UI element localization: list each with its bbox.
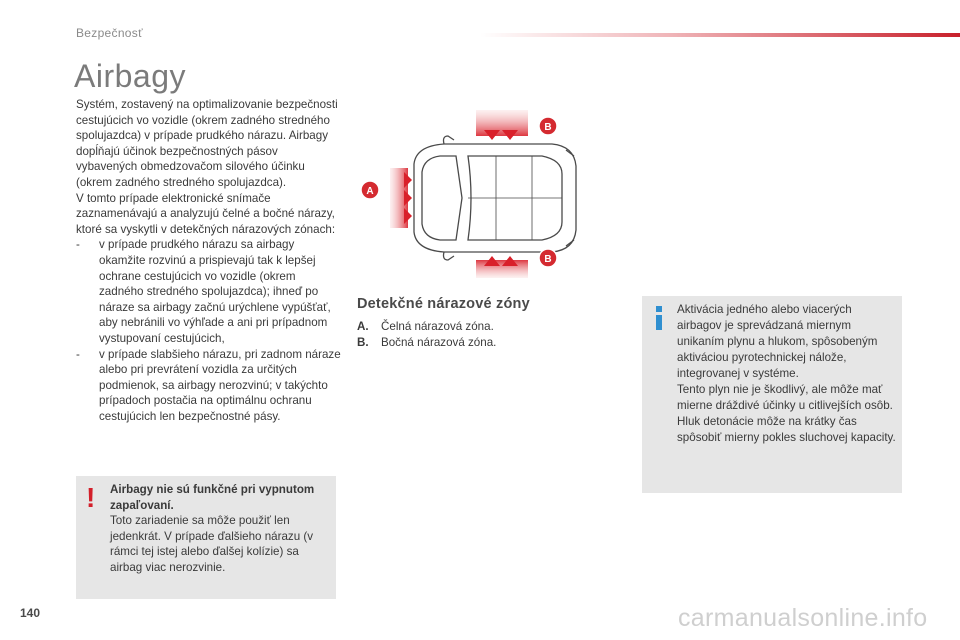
side-impact-zone-top [476,110,528,140]
zone-item-b [357,336,496,349]
watermark: carmanualsonline.info [678,604,928,632]
car-top-view [414,136,576,260]
warning-body: Toto zariadenie sa môže použiť len jedenkrát. V prípade ďalšieho nárazu (v rámci tej istej alebo ďalšej kolízie) sa airbag viac nerozvinie. [110,514,314,574]
warning-text [110,482,332,576]
info-text-1: Aktivácia jedného alebo viacerých airbagov je sprevádzaná miernym unikaním plynu a hlukom, spôsobeným aktiváciou pyrotechnickej nálože, integrovanej v systéme. [677,303,878,380]
badge-a [361,181,379,199]
badge-a-label: A [366,186,374,197]
bullet-dash: - [76,238,80,252]
intro-text [76,97,342,424]
badge-b-bottom-label: B [544,254,552,265]
info-text [677,302,899,446]
bullet-text: v prípade slabšieho nárazu, pri zadnom náraze alebo pri prevrátení vozidla za určitých podmienok, sa airbagy nerozvinú; v takýchto prípadoch postačia na optimálnu ochranu cestujúcich len bezpečnostné pásy. [99,347,341,423]
airbag-zone-diagram [356,106,588,278]
zone-text: Čelná nárazová zóna. [381,320,494,333]
intro-paragraph-1: Systém, zostavený na optimalizovanie bezpečnosti cestujúcich vo vozidle (okrem zadného stredného spolujazdca) v prípade prudkého nárazu. Airbagy dopĺňajú účinok bezpečnostných pásov vybavených obmedzovačom silového účinku (okrem zadného stredného spolujazdca). [76,98,338,189]
bullet-strong-impact [76,237,342,346]
front-impact-zone [390,168,412,228]
bullet-dash: - [76,347,80,361]
bullet-weak-impact [76,347,342,425]
page-title: Airbagy [74,58,186,94]
header-rule [480,33,960,37]
badge-b-top-label: B [544,122,552,133]
info-box [642,296,902,493]
zone-letter: B. [357,336,369,349]
side-impact-zone-bottom [476,256,528,278]
badge-b-top [539,117,557,135]
page-number: 140 [20,606,41,620]
intro-paragraph-2: V tomto prípade elektronické snímače zaznamenávajú a analyzujú čelné a bočné nárazy, ktoré sa vyskytli v detekčných nárazových zónach: [76,191,336,236]
zone-text: Bočná nárazová zóna. [381,336,497,349]
zone-letter: A. [357,320,369,333]
info-icon [654,306,664,330]
zone-item-a [357,320,494,333]
warning-bold: Airbagy nie sú funkčné pri vypnutom zapaľovaní. [110,483,315,512]
section-header: Bezpečnosť [76,26,143,40]
zones-title: Detekčné nárazové zóny [357,296,530,312]
warning-box [76,476,336,599]
bullet-text: v prípade prudkého nárazu sa airbagy okamžite rozvinú a prispievajú tak k lepšej ochrane cestujúcich vo vozidle (okrem zadného stredného spolujazdca); ihneď po náraze sa airbagy začnú urýchlene vypúšťať, aby nebránili vo výhľade a ani pri prípadnom vystupovaní cestujúcich, [99,238,331,345]
warning-icon: ! [86,482,96,513]
info-text-2: Tento plyn nie je škodlivý, ale môže mať mierne dráždivé účinky u citlivejších osôb. [677,383,893,412]
badge-b-bottom [539,249,557,267]
info-text-3: Hluk detonácie môže na krátky čas spôsobiť mierny pokles sluchovej kapacity. [677,415,896,444]
